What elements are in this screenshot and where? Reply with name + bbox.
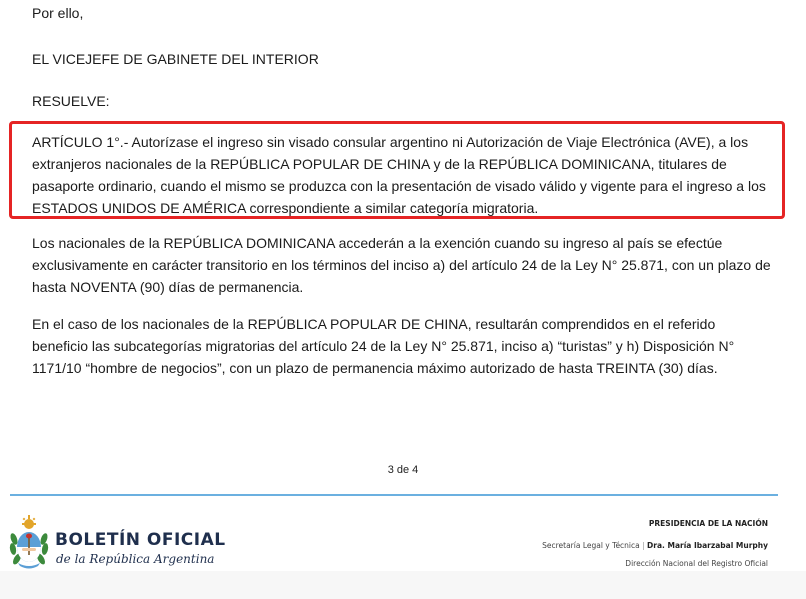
argentina-coat-of-arms-icon [8, 515, 50, 569]
china-paragraph: En el caso de los nacionales de la REPÚBLICA POPULAR DE CHINA, resultarán comprendidos en el referido beneficio las subcategorías migratorias del artículo 24 de la Ley N° 25.871, inciso a) “turistas” y h) Disposición N° 1171/10 “hombre de negocios”, con un plazo de permanencia máximo autorizado de hasta TREINTA (30) días. [32, 316, 735, 376]
direccion-label: Dirección Nacional del Registro Oficial [625, 559, 768, 568]
secretaria-name: Dra. María Ibarzabal Murphy [647, 541, 768, 550]
boletin-oficial-title: BOLETÍN OFICIAL [55, 530, 226, 550]
text-vicejefe: EL VICEJEFE DE GABINETE DEL INTERIOR [32, 51, 319, 67]
boletin-oficial-subtitle: de la República Argentina [56, 552, 215, 566]
footer-divider [10, 494, 778, 496]
text-resuelve: RESUELVE: [32, 93, 110, 109]
footer-bottom-strip [0, 571, 806, 599]
presidencia-label: PRESIDENCIA DE LA NACIÓN [648, 519, 768, 528]
secretaria-line [542, 541, 768, 550]
sun-rays [22, 515, 36, 529]
article-1-paragraph: ARTÍCULO 1°.- Autorízase el ingreso sin visado consular argentino ni Autorización de Viaje Electrónica (AVE), a los extranjeros nacionales de la REPÚBLICA POPULAR DE CHINA y de la REPÚBLICA DOMINICANA, titulares de pasaporte ordinario, cuando el mismo se produzca con la presentación de visado válido y vigente para el ingreso a los ESTADOS UNIDOS DE AMÉRICA correspondiente a similar categoría migratoria. [32, 134, 766, 216]
secretaria-label: Secretaría Legal y Técnica [542, 541, 640, 550]
secretaria-separator: | [639, 541, 648, 550]
dominicana-paragraph: Los nacionales de la REPÚBLICA DOMINICANA accederán a la exención cuando su ingreso al país se efectúe exclusivamente en carácter transitorio en los términos del inciso a) del artículo 24 de la Ley N° 25.871, con un plazo de hasta NOVENTA (90) días de permanencia. [32, 235, 771, 295]
page-number: 3 de 4 [387, 464, 419, 476]
text-por-ello: Por ello, [32, 5, 84, 21]
